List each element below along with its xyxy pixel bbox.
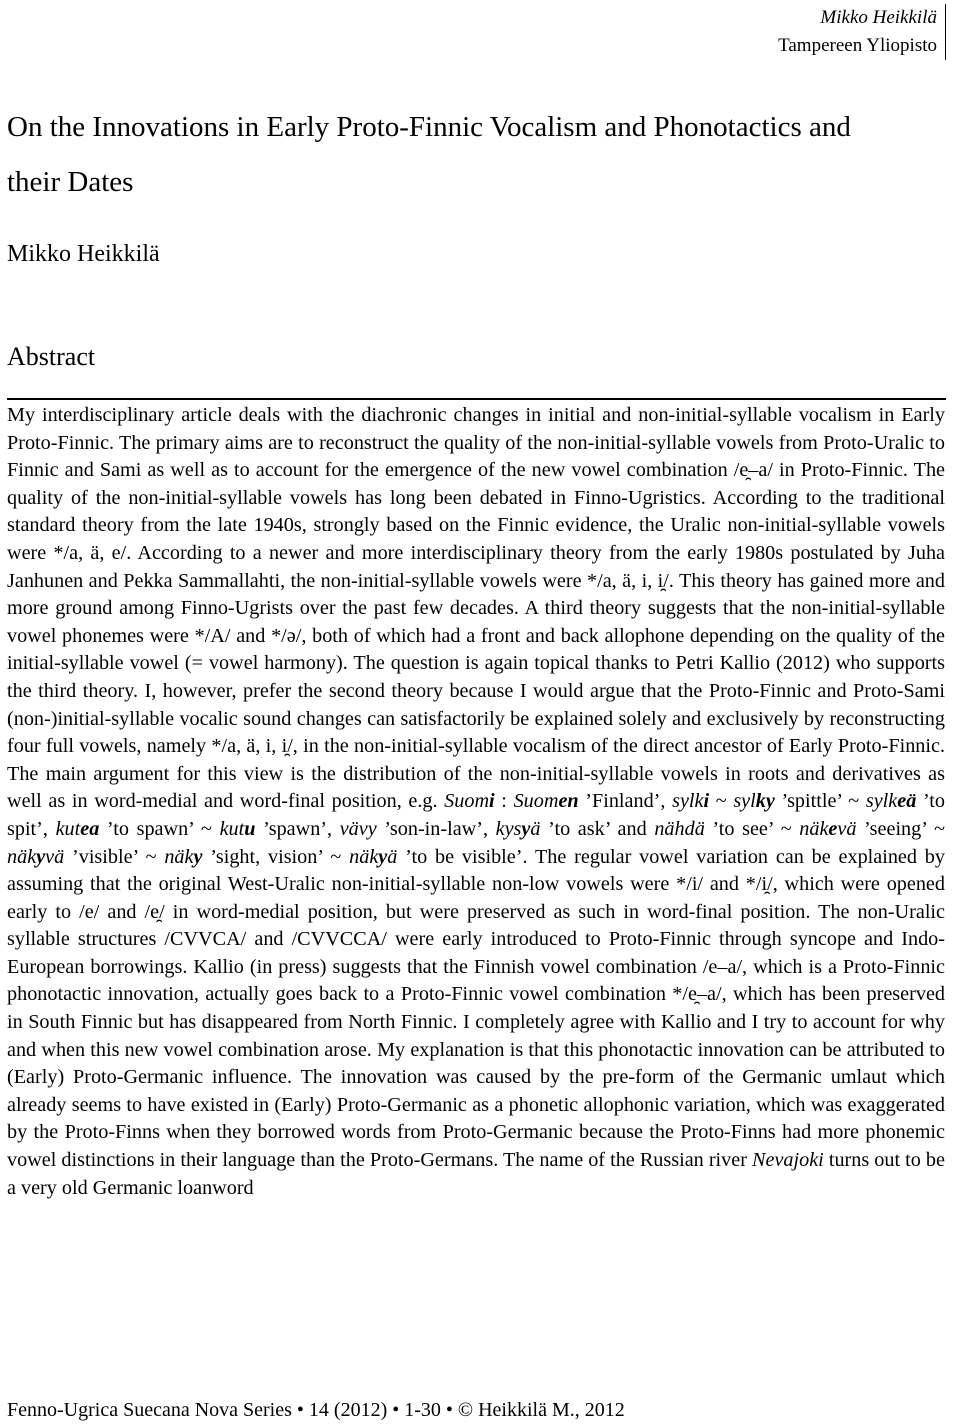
abstract-text-segment: ’to be visible’. The regular vowel variation can be explained by assuming that the original West-Uralic non-initial-syllable non-low vowels were */i/ and */i̯/, which were opened early to /e/ and /e̯/ in word-medial position, but were preserved as such in word-final position. The non-Uralic syllable structures /CVVCA/ and /CVVCCA/ were early introduced to Proto-Finnic through syncope and Indo-European borrowings. Kallio (in press) suggests that the Finnish vowel combination /e–a/, which is a Proto-Finnic phonotactic innovation, actually goes back to a Proto-Finnic vowel combination */e̯–a/, which has been preserved in South Finnic but has disappeared from North Finnic. I completely agree with Kallio and I try to account for why and when this new vowel combination arose. My explanation is that this phonotactic innovation can be attributed to (Early) Proto-Germanic influence. The innovation was caused by the pre-form of the Germanic umlaut which already seems to have existed in (Early) Proto-Germanic as a phonetic allophonic variation, which was exaggerated by the Proto-Finns when they borrowed words from Proto-Germanic because the Proto-Finns had more phonemic vowel distinctions in their language than the Proto-Germans. The name of the Russian river (7, 845, 945, 1172)
abstract-text-segment: syl (733, 790, 756, 813)
abstract-text-segment: ’visible’ ~ (64, 845, 165, 868)
abstract-text-segment: ’spawn’, (255, 817, 340, 840)
abstract-text-segment: : (494, 790, 514, 813)
abstract-text-segment: y (193, 845, 203, 868)
abstract-text-segment: ky (755, 790, 775, 813)
abstract-text-segment: en (558, 790, 579, 813)
abstract-text-segment: ~ (709, 790, 734, 813)
abstract-text-segment: ’Finland’, (578, 790, 673, 813)
abstract-text-segment: sylk (865, 790, 898, 813)
abstract-text-segment: e (828, 817, 838, 840)
abstract-text-segment: ’spittle’ ~ (774, 790, 866, 813)
abstract-divider (7, 398, 946, 400)
abstract-text-segment: y (378, 845, 388, 868)
abstract-text-segment: Suom (444, 790, 490, 813)
abstract-body (7, 402, 945, 1202)
abstract-text-segment: näk (164, 845, 194, 868)
abstract-heading: Abstract (7, 342, 96, 371)
abstract-text-segment: u (244, 817, 256, 840)
abstract-text-segment: i (489, 790, 495, 813)
abstract-text-segment: Nevajoki (752, 1149, 824, 1172)
abstract-text-segment: näk (7, 845, 37, 868)
abstract-text-segment: ’to ask’ and (540, 817, 655, 840)
abstract-text-segment: ä (387, 845, 398, 868)
abstract-text-segment: i (703, 790, 710, 813)
header-author: Mikko Heikkilä (820, 7, 937, 28)
abstract-text-segment: näk (349, 845, 379, 868)
page-footer: Fenno-Ugrica Suecana Nova Series • 14 (2012) • 1-30 • © Heikkilä M., 2012 (7, 1399, 625, 1421)
abstract-text-segment: ’seeing’ ~ (856, 817, 946, 840)
abstract-text-segment: ’to see’ ~ (704, 817, 800, 840)
abstract-text-segment: eä (897, 790, 917, 813)
abstract-text-segment: ’sight, vision’ ~ (202, 845, 350, 868)
abstract-text-segment: My interdisciplinary article deals with the diachronic changes in initial and non-initial-syllable vocalism in Early Proto-Finnic. The primary aims are to reconstruct the quality of the non-initial-syllable vowels from Proto-Uralic to Finnic and Sami as well as to account for the emergence of the new vowel combination /e̯–a/ in Proto-Finnic. The quality of the non-initial-syllable vowels has long been debated in Finno-Ugristics. According to the traditional standard theory from the late 1940s, strongly based on the Finnic evidence, the Uralic non-initial-syllable vowels were */a, ä, e/. According to a newer and more interdisciplinary theory from the early 1980s postulated by Juha Janhunen and Pekka Sammallahti, the non-initial-syllable vowels were */a, ä, i, i̯/. This theory has gained more and more ground among Finno-Ugrists over the past few decades. A third theory suggests that the non-initial-syllable vowel phonemes were */A/ and */ə/, both of which had a front and back allophone depending on the quality of the initial-syllable vowel (= vowel harmony). The question is again topical thanks to Petri Kallio (2012) who supports the third theory. I, however, prefer the second theory because I would argue that the Proto-Finnic and Proto-Sami (non-)initial-syllable vocalic sound changes can satisfactorily be explained solely and exclusively by reconstructing four full vowels, namely */a, ä, i, i̯/, in the non-initial-syllable vocalism of the direct ancestor of Early Proto-Finnic. The main argument for this view is the distribution of the non-initial-syllable vowels in roots and derivatives as well as in word-medial and word-final position, e.g. (7, 404, 945, 813)
abstract-text-segment: sylk (672, 790, 704, 813)
article-title: On the Innovations in Early Proto-Finnic Vocalism and Phonotactics and their Dates (7, 111, 851, 198)
abstract-text-segment: ä (530, 817, 541, 840)
abstract-text-segment: turns out to be a very old Germanic loanword (7, 1149, 945, 1199)
abstract-text-segment: kut (219, 817, 245, 840)
abstract-text-segment: nähdä (654, 817, 705, 840)
abstract-text-segment: ea (80, 817, 100, 840)
article-author: Mikko Heikkilä (7, 241, 160, 267)
abstract-text-segment: Suom (513, 790, 559, 813)
running-header (778, 4, 946, 60)
abstract-text-segment: vä (837, 817, 857, 840)
abstract-text-segment: y (521, 817, 531, 840)
abstract-text-segment: näk (799, 817, 829, 840)
abstract-text-segment: ’son-in-law’, (376, 817, 496, 840)
abstract-text-segment: ’to spit’, (7, 790, 946, 840)
header-affiliation: Tampereen Yliopisto (778, 35, 937, 56)
abstract-text-segment: y (36, 845, 46, 868)
abstract-text-segment: kut (55, 817, 81, 840)
abstract-text-segment: vä (45, 845, 65, 868)
abstract-text-segment: vävy (339, 817, 377, 840)
abstract-text-segment: ’to spawn’ ~ (99, 817, 220, 840)
abstract-text-segment: kys (495, 817, 522, 840)
